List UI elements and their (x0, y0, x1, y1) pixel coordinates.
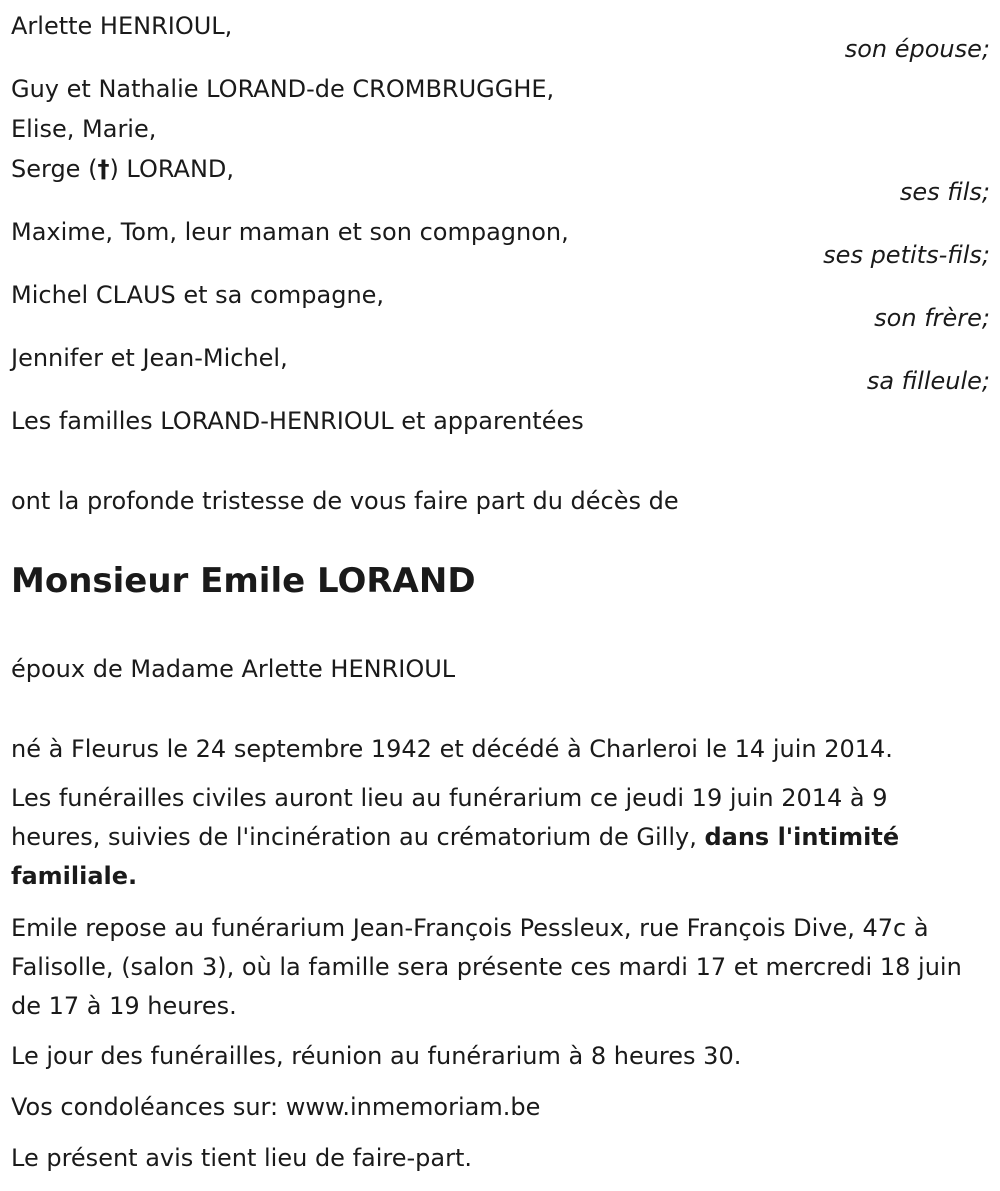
goddaughter-name: Jennifer et Jean-Michel, (11, 344, 288, 372)
brother-role: son frère; (874, 304, 990, 332)
viewing-paragraph: Emile repose au funérarium Jean-François Pessleux, rue François Dive, 47c à Falisolle, (salon 3), où la famille sera présente ces mardi 17 et mercredi 18 juin de 17 à 19 heures. (11, 914, 962, 1020)
children-line-3 (11, 154, 234, 184)
children-line-2: Elise, Marie, (11, 115, 157, 143)
announcement: ont la profonde tristesse de vous faire part du décès de (11, 487, 679, 515)
brother-name: Michel CLAUS et sa compagne, (11, 281, 385, 309)
children-line-3-prefix: Serge ( (11, 155, 98, 183)
deceased-spouse-line: époux de Madame Arlette HENRIOUL (11, 655, 456, 683)
funeral-text: Les funérailles civiles auront lieu au funérarium ce jeudi 19 juin 2014 à 9 heures, suivies de l'incinération au crématorium de Gilly, (11, 784, 888, 851)
children-line-1: Guy et Nathalie LORAND-de CROMBRUGGHE, (11, 75, 555, 103)
birth-death-line: né à Fleurus le 24 septembre 1942 et décédé à Charleroi le 14 juin 2014. (11, 735, 893, 763)
children-line-3-suffix: ) LORAND, (109, 155, 235, 183)
funeral-bold-text: dans l'intimité familiale. (11, 823, 900, 890)
spouse-role: son épouse; (844, 35, 990, 63)
children-role: ses fils; (899, 178, 990, 206)
cross-symbol: † (97, 155, 110, 183)
grandchildren-name: Maxime, Tom, leur maman et son compagnon, (11, 218, 569, 246)
families-line: Les familles LORAND-HENRIOUL et apparentées (11, 407, 584, 435)
notice-line: Le présent avis tient lieu de faire-part. (11, 1144, 473, 1172)
funeral-paragraph (11, 779, 976, 896)
grandchildren-role: ses petits-fils; (823, 241, 990, 269)
condolences-line: Vos condoléances sur: www.inmemoriam.be (11, 1093, 541, 1121)
meeting-line: Le jour des funérailles, réunion au funérarium à 8 heures 30. (11, 1042, 742, 1070)
goddaughter-role: sa filleule; (866, 367, 990, 395)
spouse-name: Arlette HENRIOUL, (11, 12, 233, 40)
deceased-name: Monsieur Emile LORAND (11, 561, 476, 601)
